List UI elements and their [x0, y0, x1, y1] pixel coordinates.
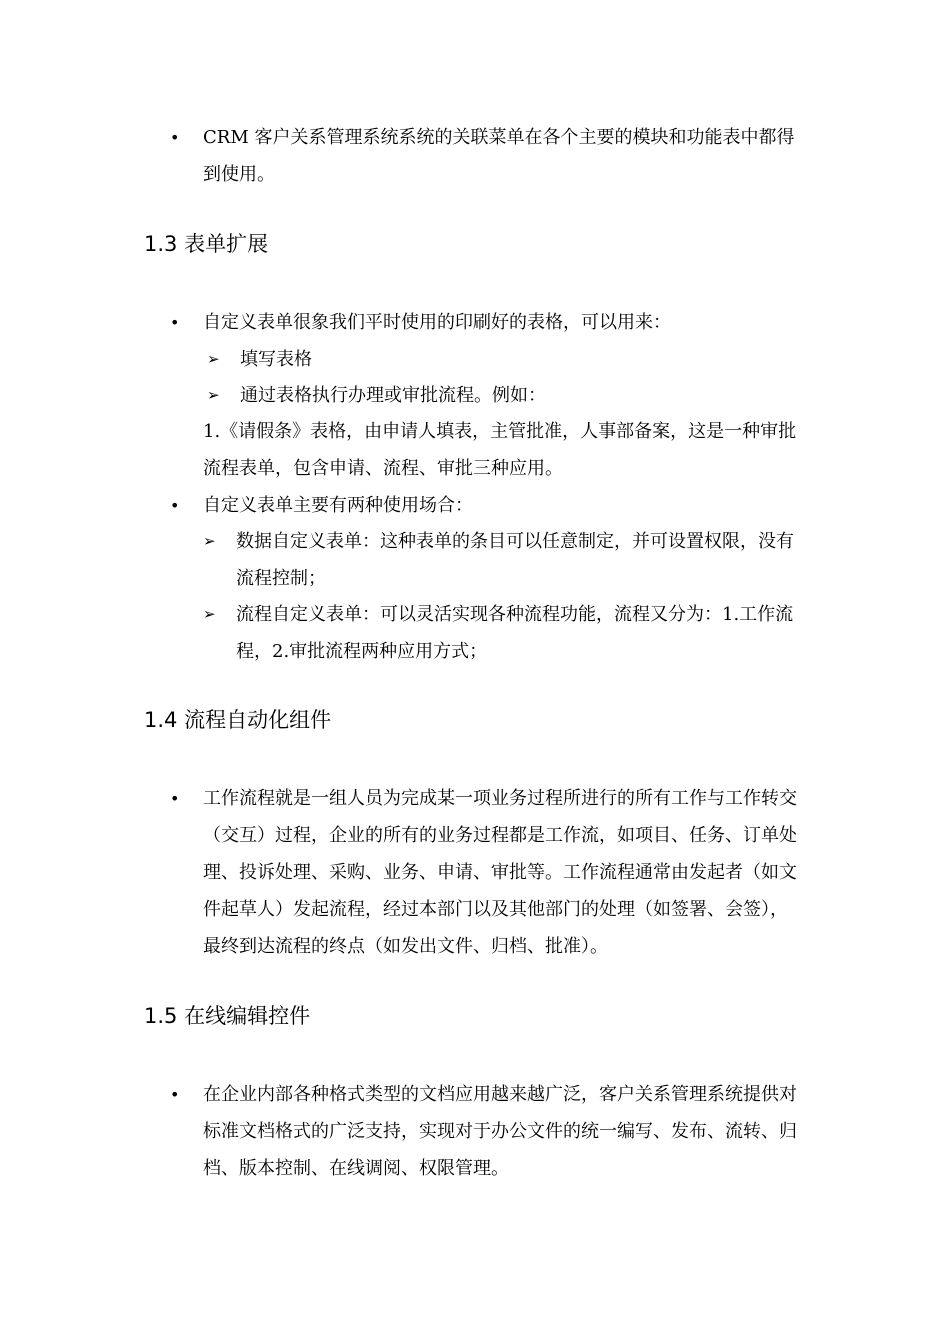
bullet-icon: •: [170, 1085, 180, 1104]
bullet-icon: •: [170, 128, 180, 147]
arrow-bullet-icon: ➢: [207, 386, 220, 404]
list-item: 自定义表单主要有两种使用场合：: [203, 495, 473, 516]
sub-list-item: 填写表格: [240, 349, 312, 370]
section-heading-1-4: 1.4 流程自动化组件: [144, 708, 332, 732]
list-item: 自定义表单很象我们平时使用的印刷好的表格，可以用来：: [203, 312, 671, 333]
section-heading-1-5: 1.5 在线编辑控件: [144, 1004, 311, 1028]
sub-list-item: 流程自定义表单：可以灵活实现各种流程功能，流程又分为：1.工作流程，2.审批流程两种应用方式；: [236, 604, 794, 662]
intro-paragraph: CRM 客户关系管理系统系统的关联菜单在各个主要的模块和功能表中都得到使用。: [203, 127, 795, 185]
list-item: 工作流程就是一组人员为完成某一项业务过程所进行的所有工作与工作转交（交互）过程，企业的所有的业务过程都是工作流，如项目、任务、订单处理、投诉处理、采购、业务、申请、审批等。工作流程通常由发起者（如文件起草人）发起流程，经过本部门以及其他部门的处理（如签署、会签），最终到达流程的终点（如发出文件、归档、批准）。: [203, 788, 797, 957]
bullet-icon: •: [170, 789, 180, 808]
arrow-bullet-icon: ➢: [203, 532, 216, 550]
sub-list-item: 通过表格执行办理或审批流程。例如：: [240, 385, 546, 406]
bullet-icon: •: [170, 313, 180, 332]
list-item: 在企业内部各种格式类型的文档应用越来越广泛，客户关系管理系统提供对标准文档格式的广泛支持，实现对于办公文件的统一编写、发布、流转、归档、版本控制、在线调阅、权限管理。: [203, 1084, 797, 1179]
bullet-icon: •: [170, 496, 180, 515]
example-paragraph: 1.《请假条》表格，由申请人填表，主管批准，人事部备案，这是一种审批流程表单，包含申请、流程、审批三种应用。: [203, 421, 797, 479]
arrow-bullet-icon: ➢: [207, 350, 220, 368]
section-heading-1-3: 1.3 表单扩展: [144, 232, 269, 256]
sub-list-item: 数据自定义表单：这种表单的条目可以任意制定，并可设置权限，没有流程控制；: [236, 531, 794, 589]
arrow-bullet-icon: ➢: [203, 605, 216, 623]
